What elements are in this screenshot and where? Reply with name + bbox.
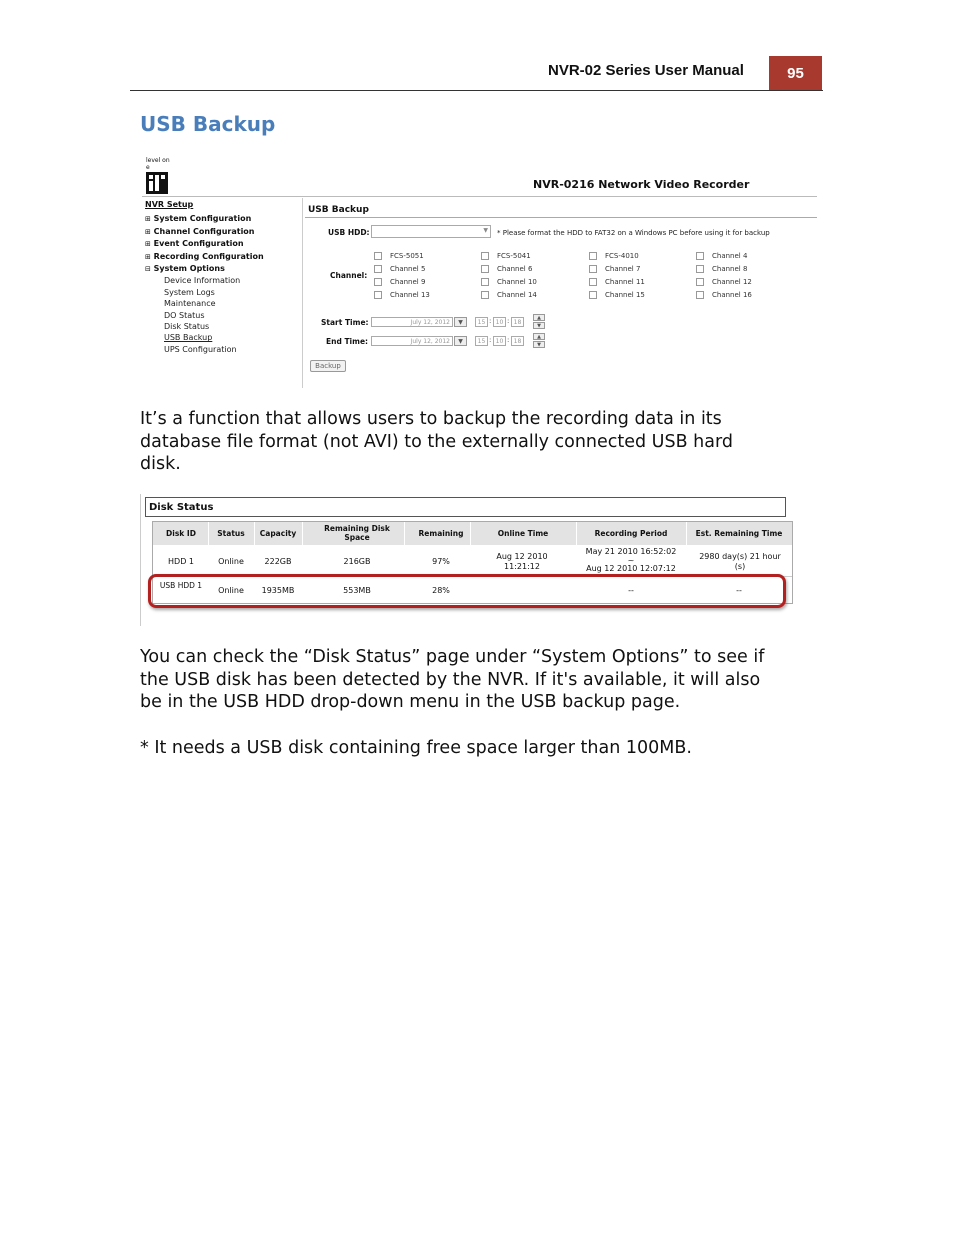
checkbox-icon[interactable] (481, 265, 489, 273)
checkbox-icon[interactable] (374, 291, 382, 299)
disk-status-screenshot (140, 494, 800, 628)
sidebar-subitem-ups-configuration[interactable]: UPS Configuration (164, 344, 237, 354)
channel-checkbox[interactable]: Channel 6 (481, 265, 532, 273)
usb-hdd-select[interactable] (371, 225, 491, 238)
sidebar-item-channel-configuration[interactable]: ⊞ Channel Configuration (145, 226, 255, 236)
channel-checkbox[interactable]: Channel 4 (696, 252, 747, 260)
sidebar-subitem-device-information[interactable]: Device Information (164, 276, 241, 286)
cell-remaining-space: 553MB (343, 586, 371, 595)
start-time-label: Start Time: (321, 318, 369, 327)
paragraph-line: the USB disk has been detected by the NVR. If it's available, it will also (140, 669, 761, 690)
header-divider (208, 522, 209, 545)
levelone-logo (146, 157, 172, 195)
paragraph-line: * It needs a USB disk containing free space larger than 100MB. (140, 738, 692, 758)
time-separator: : (489, 317, 492, 325)
expand-icon[interactable]: ⊞ (145, 252, 151, 261)
checkbox-icon[interactable] (696, 278, 704, 286)
expand-icon[interactable]: ⊞ (145, 240, 151, 249)
channel-checkbox[interactable]: Channel 11 (589, 278, 645, 286)
column-header: Online Time (497, 529, 549, 538)
calendar-dropdown-icon[interactable]: ▼ (458, 318, 463, 326)
expand-icon[interactable]: ⊞ (145, 227, 151, 236)
start-date-input[interactable]: July 12, 2012 (371, 317, 453, 327)
checkbox-icon[interactable] (589, 278, 597, 286)
nvr-sidebar (145, 199, 264, 355)
channel-checkbox[interactable]: FCS-5051 (374, 252, 424, 260)
start-hour-input[interactable]: 15 (475, 317, 488, 327)
cell-disk-id: HDD 1 (168, 557, 194, 566)
channel-checkbox[interactable]: Channel 15 (589, 291, 645, 299)
paragraph-line: You can check the “Disk Status” page under “System Options” to see if (140, 647, 765, 667)
usb-backup-screenshot (140, 152, 820, 392)
page-number: 95 (787, 64, 804, 82)
end-second-input[interactable]: 18 (511, 336, 524, 346)
channel-label: Channel: (330, 271, 368, 280)
cell-est-remaining: -- (736, 586, 742, 595)
arrow-up-icon[interactable]: ▲ (537, 333, 541, 340)
checkbox-icon[interactable] (374, 278, 382, 286)
logo-mark (146, 172, 168, 194)
checkbox-icon[interactable] (481, 252, 489, 260)
collapse-icon[interactable]: ⊟ (145, 265, 151, 274)
end-date-input[interactable]: July 12, 2012 (371, 336, 453, 346)
end-time-down-button[interactable] (533, 341, 545, 348)
channel-checkbox[interactable]: Channel 14 (481, 291, 537, 299)
checkbox-icon[interactable] (481, 291, 489, 299)
arrow-down-icon[interactable]: ▼ (537, 322, 541, 329)
sidebar-subitem-do-status[interactable]: DO Status (164, 310, 205, 320)
header-rule (130, 90, 823, 91)
recording-period-start: May 21 2010 16:52:02 (585, 547, 677, 556)
cell-disk-id: USB HDD 1 (159, 581, 203, 590)
checkbox-icon[interactable] (696, 252, 704, 260)
paragraph-line: disk. (140, 454, 181, 474)
header-divider (302, 522, 303, 545)
paragraph-requirement (140, 737, 820, 760)
arrow-up-icon[interactable]: ▲ (537, 314, 541, 321)
end-minute-input[interactable]: 10 (493, 336, 506, 346)
channel-checkbox[interactable]: FCS-4010 (589, 252, 639, 260)
recording-period-end: Aug 12 2010 12:07:12 (586, 563, 676, 573)
sidebar-item-recording-configuration[interactable]: ⊞ Recording Configuration (145, 251, 264, 261)
start-time-up-button[interactable] (533, 314, 545, 321)
section-title: USB Backup (140, 112, 276, 136)
paragraph-intro (140, 408, 820, 476)
column-header: Remaining Disk Space (324, 524, 390, 542)
backup-button[interactable]: Backup (310, 360, 346, 372)
sidebar-divider (302, 198, 303, 388)
channel-checkbox[interactable]: Channel 5 (374, 265, 425, 273)
end-time-up-button[interactable] (533, 333, 545, 340)
cell-remaining-space: 216GB (343, 557, 371, 566)
dropdown-arrow-icon[interactable]: ▼ (483, 227, 488, 234)
column-header: Remaining (418, 529, 464, 538)
channel-checkbox[interactable]: Channel 12 (696, 278, 752, 286)
disk-status-title-box (145, 497, 786, 517)
checkbox-icon[interactable] (589, 265, 597, 273)
cell-remaining: 28% (432, 586, 450, 595)
column-header: Status (217, 529, 245, 538)
cell-capacity: 1935MB (261, 586, 295, 595)
checkbox-icon[interactable] (374, 265, 382, 273)
column-header: Capacity (259, 529, 297, 538)
start-minute-input[interactable]: 10 (493, 317, 506, 327)
channel-checkbox[interactable]: Channel 8 (696, 265, 747, 273)
paragraph-disk-status (140, 646, 820, 714)
channel-checkbox[interactable]: Channel 9 (374, 278, 425, 286)
channel-checkbox[interactable]: Channel 16 (696, 291, 752, 299)
channel-checkbox[interactable]: Channel 7 (589, 265, 640, 273)
header-divider (254, 522, 255, 545)
end-time-label: End Time: (326, 337, 369, 346)
start-second-input[interactable]: 18 (511, 317, 524, 327)
logo-text: level one (146, 157, 170, 171)
sidebar-subitem-system-logs[interactable]: System Logs (164, 287, 215, 297)
usb-hdd-label: USB HDD: (328, 228, 370, 237)
checkbox-icon[interactable] (481, 278, 489, 286)
top-rule (142, 196, 817, 197)
usb-hdd-highlight (148, 574, 786, 608)
manual-title: NVR-02 Series User Manual (548, 62, 744, 79)
header-divider (470, 522, 471, 545)
recording-period-separator: ~ (627, 555, 635, 565)
expand-icon[interactable]: ⊞ (145, 215, 151, 224)
cell-status: Online (218, 586, 244, 595)
sidebar-item-event-configuration[interactable]: ⊞ Event Configuration (145, 239, 244, 249)
checkbox-icon[interactable] (374, 252, 382, 260)
header-divider (686, 522, 687, 545)
product-title: NVR-0216 Network Video Recorder (533, 178, 750, 191)
column-header: Est. Remaining Time (695, 529, 783, 538)
cell-recording-period (576, 547, 686, 575)
start-date-picker-button[interactable] (454, 317, 467, 327)
checkbox-icon[interactable] (696, 265, 704, 273)
header-divider (404, 522, 405, 545)
time-separator: : (507, 336, 510, 344)
sidebar-heading[interactable]: NVR Setup (145, 200, 194, 209)
time-separator: : (507, 317, 510, 325)
cell-status: Online (218, 557, 244, 566)
sidebar-subitem-disk-status[interactable]: Disk Status (164, 322, 210, 332)
channel-checkbox[interactable]: FCS-5041 (481, 252, 531, 260)
cell-remaining: 97% (432, 557, 450, 566)
page-number-badge (769, 56, 822, 90)
end-hour-input[interactable]: 15 (475, 336, 488, 346)
panel-title: USB Backup (308, 205, 369, 215)
header-divider (576, 522, 577, 545)
format-note: * Please format the HDD to FAT32 on a Windows PC before using it for backup (497, 229, 770, 237)
frame-left-edge (140, 494, 141, 626)
panel-rule (305, 217, 817, 218)
checkbox-icon[interactable] (589, 252, 597, 260)
end-date-picker-button[interactable] (454, 336, 467, 346)
paragraph-line: It’s a function that allows users to backup the recording data in its (140, 409, 722, 429)
paragraph-line: be in the USB HDD drop-down menu in the USB backup page. (140, 692, 681, 712)
sidebar-item-system-options[interactable]: ⊟ System Options (145, 264, 225, 274)
cell-online-time: Aug 12 2010 11:21:12 (496, 552, 548, 571)
sidebar-subitem-usb-backup[interactable]: USB Backup (164, 333, 213, 343)
sidebar-subitem-maintenance[interactable]: Maintenance (164, 299, 216, 309)
channel-checkbox[interactable]: Channel 10 (481, 278, 537, 286)
column-header: Recording Period (594, 529, 668, 538)
paragraph-line: database file format (not AVI) to the externally connected USB hard (140, 431, 733, 452)
cell-capacity: 222GB (264, 557, 292, 566)
time-separator: : (489, 336, 492, 344)
column-header: Disk ID (166, 529, 196, 538)
checkbox-icon[interactable] (696, 291, 704, 299)
channel-checkbox[interactable]: Channel 13 (374, 291, 430, 299)
cell-recording-period: -- (628, 586, 634, 595)
disk-status-title: Disk Status (149, 502, 214, 513)
start-time-down-button[interactable] (533, 322, 545, 329)
checkbox-icon[interactable] (589, 291, 597, 299)
calendar-dropdown-icon[interactable]: ▼ (458, 337, 463, 345)
cell-est-remaining: 2980 day(s) 21 hour (s) (699, 552, 781, 571)
arrow-down-icon[interactable]: ▼ (537, 341, 541, 348)
sidebar-item-system-configuration[interactable]: ⊞ System Configuration (145, 214, 252, 224)
